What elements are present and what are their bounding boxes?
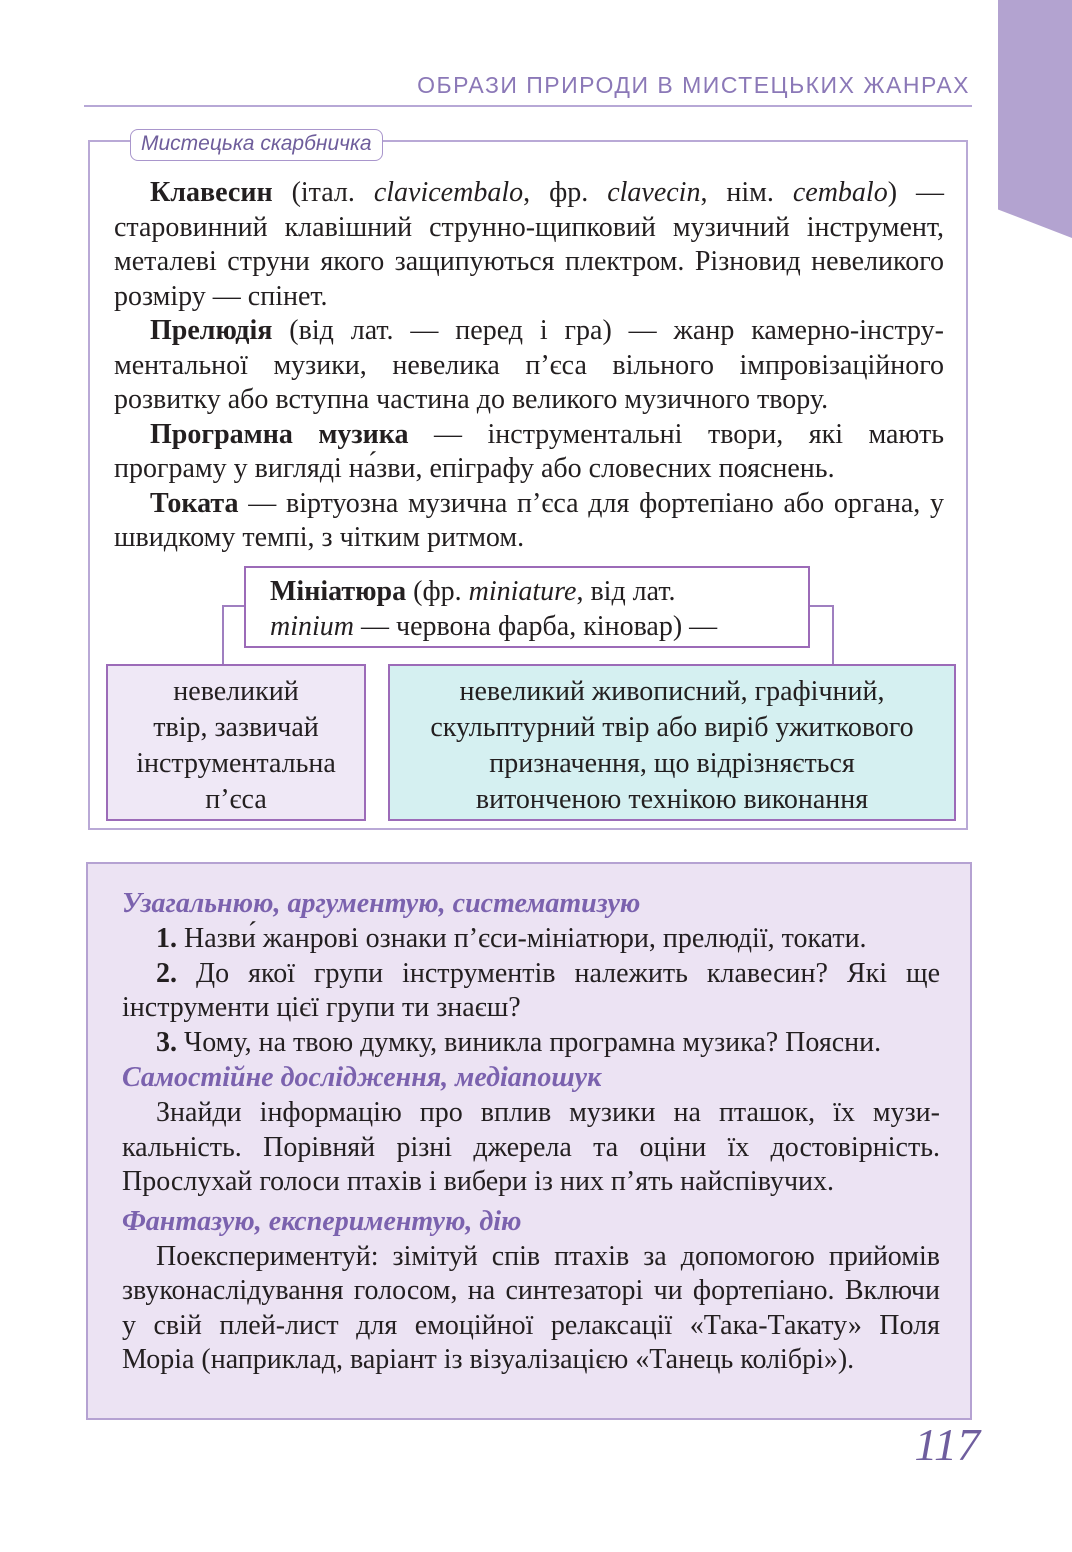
- miniature-art-meaning: невеликий живописний, графічний, скульптурний твір або виріб ужиткового призначення, що відрізняється витонченою технікою виконання: [388, 664, 956, 821]
- experiment-task: Поекспериментуй: зімітуй спів птахів за допомогою прийомів звуконаслідування голосом, на синтезаторі чи фортепіано. Включи у свій плей-лист для емоційної релаксації «Така-Такату» Поля Моріа (наприклад, варіант із візуалізацією «Танець колібрі»).: [122, 1240, 940, 1375]
- tasks-heading-generalize: Узагальнюю, аргументую, систематизую: [122, 888, 641, 919]
- term: Прелюдія: [150, 315, 273, 346]
- definition-prelude: Прелюдія (від лат. — перед і гра) — жанр камерно-інструментальної музики, невелика п’єса вільного імпровізаційного розвитку або вступна частина до великого музичного твору.: [114, 315, 944, 415]
- definitions: [114, 176, 944, 556]
- term: Програмна музика: [150, 418, 409, 450]
- tasks-heading-experiment: Фантазую, експериментую, дію: [122, 1205, 522, 1237]
- tasks-heading-research: Самостійне дослідження, медіапошук: [122, 1062, 602, 1093]
- definition-toccata: Токата — віртуозна музична п’єса для фортепіано або органа, у швидкому темпі, з чітким ритмом.: [114, 487, 944, 553]
- connector-right: [808, 605, 834, 667]
- question-3: 3. Чому, на твою думку, виникла програмна музика? Поясни.: [156, 1026, 882, 1058]
- running-title: ОБРАЗИ ПРИРОДИ В МИСТЕЦЬКИХ ЖАНРАХ: [417, 72, 970, 98]
- definition-harpsichord: Клавесин (італ. clavicembalo, фр. clavecin, нім. cembalo) — старовинний клавішний струнно-щипковий музичний інструмент, металеві струни якого защипуються плектром. Різновид невеликого розміру — спінет.: [114, 177, 944, 312]
- corner-tab: [998, 0, 1072, 238]
- question-1: 1. Назви́ жанрові ознаки п’єси-мініатюри, прелюдії, токати.: [156, 923, 867, 954]
- question-2: 2. До якої групи інструментів належить клавесин? Які ще інструменти цієї групи ти знаєш?: [122, 957, 940, 1023]
- header-rule: [84, 105, 972, 107]
- definition-program-music: Програмна музика — інструментальні твори, які мають програму у вигляді на́зви, епіграфу або словесних пояснень.: [114, 418, 944, 484]
- connector-left: [222, 605, 246, 667]
- term: Клавесин: [150, 177, 273, 208]
- term: Токата: [150, 487, 239, 519]
- miniature-definition: Мініатюра (фр. miniature, від лат. minium — червона фарба, кіновар) —: [244, 566, 810, 648]
- treasury-label: Мистецька скарбничка: [130, 129, 383, 161]
- page-number: 117: [914, 1419, 980, 1470]
- miniature-music-meaning: невеликий твір, зазвичай інструментальна п’єса: [106, 664, 366, 821]
- research-task: Знайди інформацію про вплив музики на пташок, їх музикальність. Порівняй різні джерела та оціни їх достовірність. Прослухай голоси птахів і вибери із них п’ять найспівучих.: [122, 1097, 940, 1197]
- tasks-box: [86, 862, 972, 1420]
